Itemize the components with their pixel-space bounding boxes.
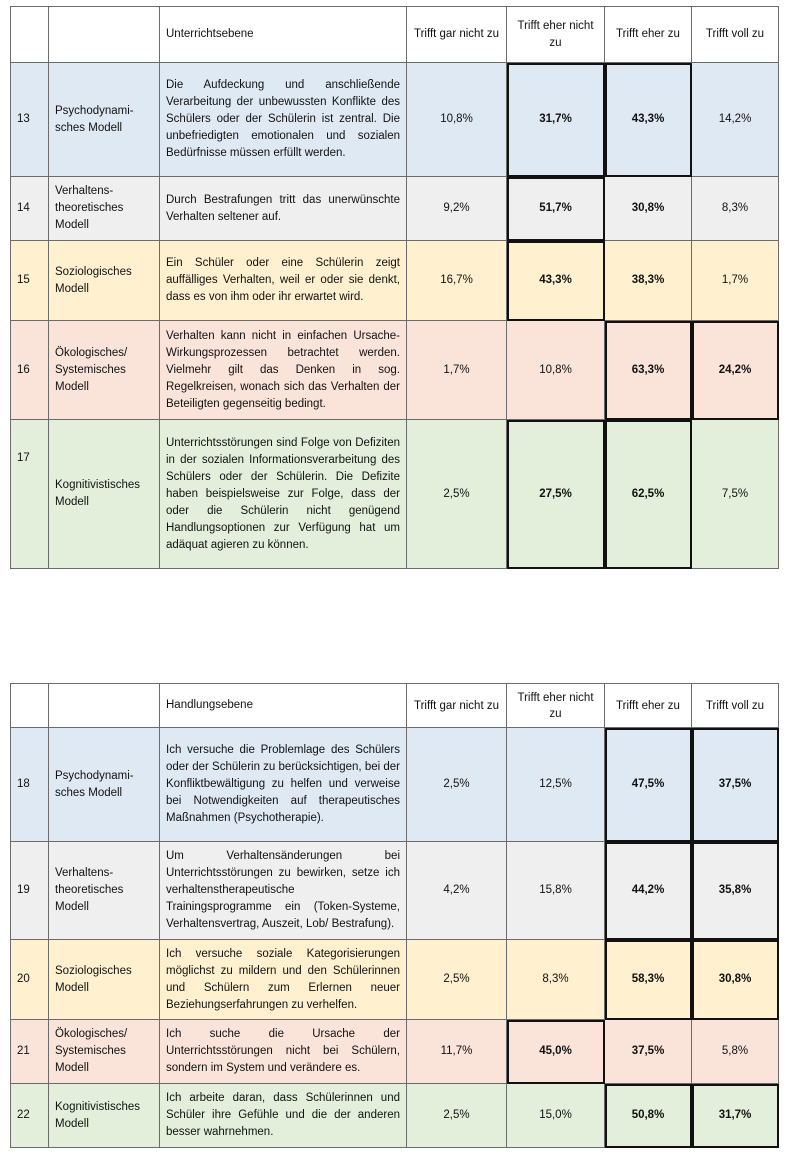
model-name: Soziologisches Modell <box>49 241 160 321</box>
value-trifft-eher-zu: 62,5% <box>605 420 692 569</box>
value-trifft-gar-nicht-zu: 2,5% <box>407 728 507 842</box>
model-name: Ökologisches/ Systemisches Modell <box>49 1020 160 1084</box>
row-number: 16 <box>11 321 49 420</box>
value-trifft-eher-nicht-zu: 8,3% <box>507 940 605 1020</box>
table-row <box>11 728 779 842</box>
model-name: Kognitivistisches Modell <box>49 1084 160 1148</box>
table-row <box>11 1020 779 1084</box>
row-number: 17 <box>11 420 49 569</box>
value-trifft-gar-nicht-zu: 2,5% <box>407 420 507 569</box>
model-name: Verhaltens-theoretisches Modell <box>49 842 160 940</box>
row-number: 13 <box>11 63 49 177</box>
value-trifft-voll-zu: 8,3% <box>692 177 779 241</box>
value-trifft-eher-nicht-zu: 27,5% <box>507 420 605 569</box>
value-trifft-voll-zu: 1,7% <box>692 241 779 321</box>
value-trifft-eher-nicht-zu: 12,5% <box>507 728 605 842</box>
value-trifft-eher-zu: 44,2% <box>605 842 692 940</box>
value-trifft-gar-nicht-zu: 1,7% <box>407 321 507 420</box>
value-trifft-eher-zu: 47,5% <box>605 728 692 842</box>
value-trifft-eher-nicht-zu: 51,7% <box>507 177 605 241</box>
value-trifft-gar-nicht-zu: 11,7% <box>407 1020 507 1084</box>
value-trifft-eher-zu: 50,8% <box>605 1084 692 1148</box>
table-row <box>11 940 779 1020</box>
table-row <box>11 420 779 569</box>
statement: Die Aufdeckung und anschließende Verarbeitung der unbewussten Konflikte des Schülers oder der Schülerin ist zentral. Die unbefriedigten emotionalen und sozialen Bedürfnisse müssen erfüllt werden. <box>160 63 407 177</box>
statement: Unterrichtsstörungen sind Folge von Defiziten in der sozialen Informationsverarbeitung des Schülers oder der Schülerin. Die Defizite haben beispielsweise zur Folge, dass der oder die Schülerin nicht genügend Handlungsoptionen zur Verfügung hat um adäquat agieren zu können. <box>160 420 407 569</box>
header-trifft-voll-zu: Trifft voll zu <box>692 7 779 63</box>
value-trifft-gar-nicht-zu: 16,7% <box>407 241 507 321</box>
value-trifft-gar-nicht-zu: 10,8% <box>407 63 507 177</box>
table-row <box>11 241 779 321</box>
survey-table-handlungsebene <box>10 683 779 1148</box>
table-row <box>11 63 779 177</box>
value-trifft-voll-zu: 35,8% <box>692 842 779 940</box>
statement: Ich versuche die Problemlage des Schülers oder der Schülerin zu berücksichtigen, bei der Konfliktbewältigung zu helfen und verweise bei Notwendigkeiten auf therapeutisches Maßnahmen (Psychotherapie). <box>160 728 407 842</box>
statement: Verhalten kann nicht in einfachen Ursache-Wirkungsprozessen betrachtet werden. Vielmehr gilt das Denken in sog. Regelkreisen, wonach sich das Verhalten der Beteiligten gegenseitig bedingt. <box>160 321 407 420</box>
header-trifft-voll-zu: Trifft voll zu <box>692 684 779 728</box>
table-header-row <box>11 7 779 63</box>
row-number: 19 <box>11 842 49 940</box>
value-trifft-gar-nicht-zu: 2,5% <box>407 1084 507 1148</box>
header-trifft-eher-zu: Trifft eher zu <box>605 684 692 728</box>
table-row <box>11 1084 779 1148</box>
statement: Um Verhaltensänderungen bei Unterrichtsstörungen zu bewirken, setze ich verhaltenstherapeutische Trainingsprogramme ein (Token-Systeme, Verhaltensvertrag, Auszeit, Lob/ Bestrafung). <box>160 842 407 940</box>
value-trifft-eher-nicht-zu: 43,3% <box>507 241 605 321</box>
value-trifft-eher-nicht-zu: 31,7% <box>507 63 605 177</box>
value-trifft-voll-zu: 24,2% <box>692 321 779 420</box>
value-trifft-eher-nicht-zu: 15,0% <box>507 1084 605 1148</box>
row-number: 20 <box>11 940 49 1020</box>
row-number: 18 <box>11 728 49 842</box>
empty-header-cell <box>49 684 160 728</box>
value-trifft-eher-nicht-zu: 45,0% <box>507 1020 605 1084</box>
value-trifft-gar-nicht-zu: 9,2% <box>407 177 507 241</box>
value-trifft-voll-zu: 37,5% <box>692 728 779 842</box>
model-name: Ökologisches/ Systemisches Modell <box>49 321 160 420</box>
statement: Ich versuche soziale Kategorisierungen möglichst zu mildern und den Schülerinnen und Schülern zum Erlernen neuer Beziehungserfahrungen zu verhelfen. <box>160 940 407 1020</box>
row-number: 22 <box>11 1084 49 1148</box>
empty-header-cell <box>49 7 160 63</box>
row-number: 21 <box>11 1020 49 1084</box>
statement: Ein Schüler oder eine Schülerin zeigt auffälliges Verhalten, weil er oder sie denkt, dass es von ihm oder ihr erwartet wird. <box>160 241 407 321</box>
model-name: Kognitivistisches Modell <box>49 420 160 569</box>
value-trifft-gar-nicht-zu: 4,2% <box>407 842 507 940</box>
value-trifft-eher-zu: 38,3% <box>605 241 692 321</box>
value-trifft-gar-nicht-zu: 2,5% <box>407 940 507 1020</box>
value-trifft-eher-nicht-zu: 10,8% <box>507 321 605 420</box>
value-trifft-voll-zu: 30,8% <box>692 940 779 1020</box>
empty-header-cell <box>11 7 49 63</box>
row-number: 15 <box>11 241 49 321</box>
model-name: Soziologisches Modell <box>49 940 160 1020</box>
model-name: Verhaltens-theoretisches Modell <box>49 177 160 241</box>
value-trifft-eher-zu: 37,5% <box>605 1020 692 1084</box>
header-trifft-eher-zu: Trifft eher zu <box>605 7 692 63</box>
value-trifft-eher-nicht-zu: 15,8% <box>507 842 605 940</box>
value-trifft-voll-zu: 5,8% <box>692 1020 779 1084</box>
statement: Ich arbeite daran, dass Schülerinnen und Schüler ihre Gefühle und die der anderen besser wahrnehmen. <box>160 1084 407 1148</box>
model-name: Psychodynami-sches Modell <box>49 728 160 842</box>
value-trifft-eher-zu: 43,3% <box>605 63 692 177</box>
table-row <box>11 321 779 420</box>
table-row <box>11 842 779 940</box>
statement: Ich suche die Ursache der Unterrichtsstörungen nicht bei Schülern, sondern im System und verändere es. <box>160 1020 407 1084</box>
table-row <box>11 177 779 241</box>
value-trifft-voll-zu: 7,5% <box>692 420 779 569</box>
value-trifft-voll-zu: 31,7% <box>692 1084 779 1148</box>
value-trifft-eher-zu: 58,3% <box>605 940 692 1020</box>
value-trifft-eher-zu: 63,3% <box>605 321 692 420</box>
table-title: Unterrichtsebene <box>160 7 407 63</box>
value-trifft-eher-zu: 30,8% <box>605 177 692 241</box>
value-trifft-voll-zu: 14,2% <box>692 63 779 177</box>
empty-header-cell <box>11 684 49 728</box>
row-number: 14 <box>11 177 49 241</box>
header-trifft-gar-nicht-zu: Trifft gar nicht zu <box>407 7 507 63</box>
statement: Durch Bestrafungen tritt das unerwünschte Verhalten seltener auf. <box>160 177 407 241</box>
header-trifft-gar-nicht-zu: Trifft gar nicht zu <box>407 684 507 728</box>
table-title: Handlungsebene <box>160 684 407 728</box>
model-name: Psychodynami-sches Modell <box>49 63 160 177</box>
header-trifft-eher-nicht-zu: Trifft eher nicht zu <box>507 7 605 63</box>
survey-table-unterrichtsebene <box>10 6 779 569</box>
table-header-row <box>11 684 779 728</box>
header-trifft-eher-nicht-zu: Trifft eher nicht zu <box>507 684 605 728</box>
